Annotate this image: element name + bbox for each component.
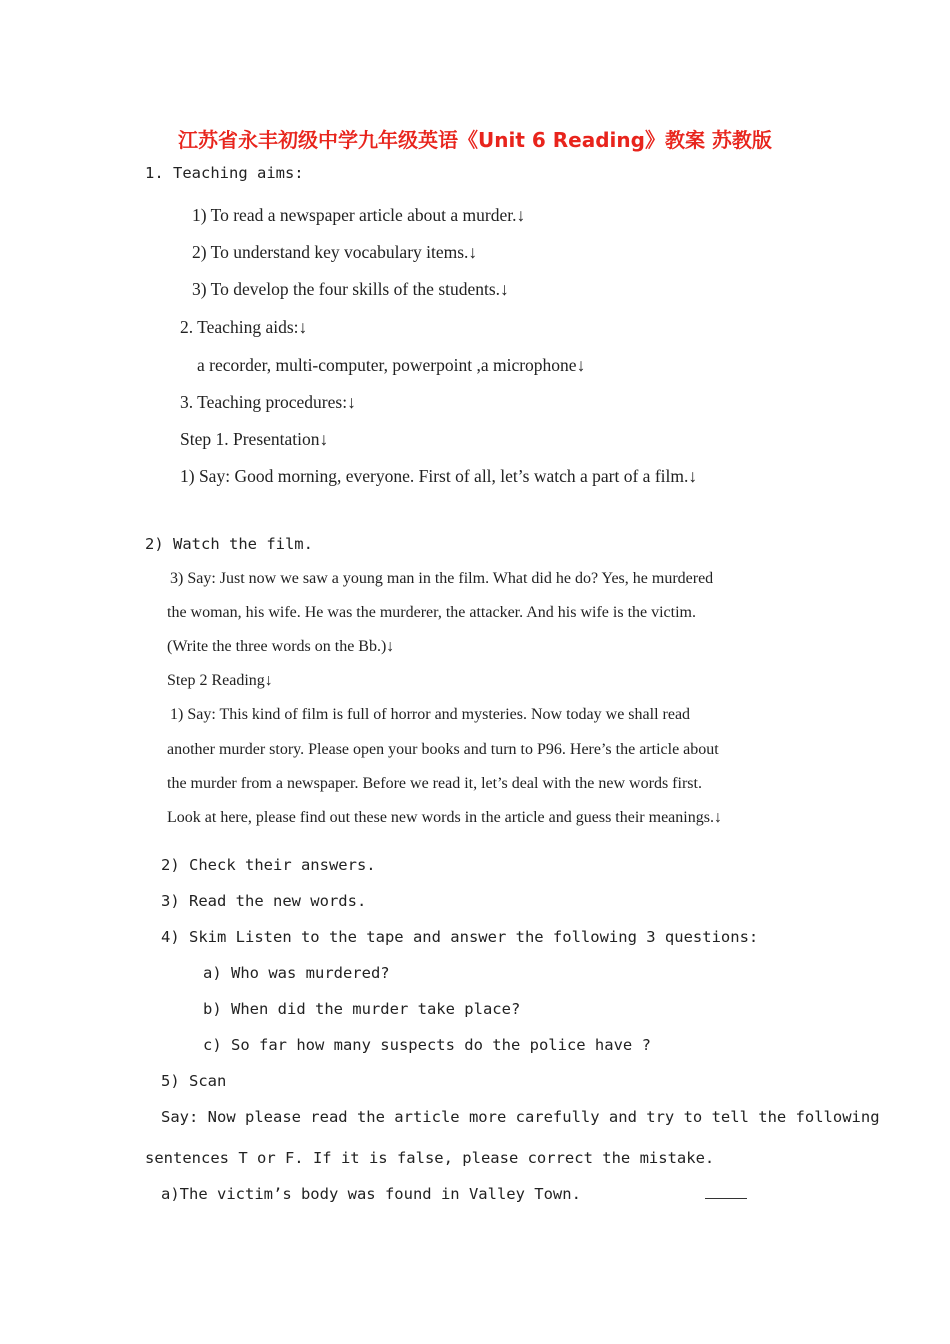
aids-line: a recorder, multi-computer, powerpoint ,a microphone↓ — [197, 355, 586, 375]
step-item: 3) Read the new words. — [161, 892, 367, 910]
step-item: 4) Skim Listen to the tape and answer the following 3 questions: — [161, 928, 759, 946]
step-item-continuation: (Write the three words on the Bb.)↓ — [167, 638, 395, 655]
step-item: 2) Check their answers. — [161, 856, 376, 874]
true-false-item: a)The victim’s body was found in Valley Town. — [161, 1185, 581, 1203]
step-item: 1) Say: Good morning, everyone. First of all, let’s watch a part of a film.↓ — [180, 466, 698, 486]
question-item: b) When did the murder take place? — [203, 1000, 521, 1018]
procedures-heading: 3. Teaching procedures:↓ — [180, 392, 356, 412]
scan-instruction-continuation: sentences T or F. If it is false, please correct the mistake. — [145, 1149, 715, 1167]
step-heading: Step 1. Presentation↓ — [180, 429, 329, 449]
aim-item: 3) To develop the four skills of the students.↓ — [192, 279, 509, 299]
aim-item: 2) To understand key vocabulary items.↓ — [192, 242, 478, 262]
aims-heading: 1. Teaching aims: — [145, 164, 304, 182]
step-item: 2) Watch the film. — [145, 535, 313, 553]
reading-paragraph-line: Look at here, please find out these new words in the article and guess their meanings.↓ — [167, 809, 722, 826]
question-item: a) Who was murdered? — [203, 964, 390, 982]
step-item: 5) Scan — [161, 1072, 227, 1090]
aim-item: 1) To read a newspaper article about a murder.↓ — [192, 205, 526, 225]
reading-paragraph-line: another murder story. Please open your books and turn to P96. Here’s the article about — [167, 741, 719, 758]
step-item-continuation: the woman, his wife. He was the murderer, the attacker. And his wife is the victim. — [167, 604, 696, 621]
step-heading: Step 2 Reading↓ — [167, 672, 273, 689]
aids-heading: 2. Teaching aids:↓ — [180, 317, 308, 337]
step-item: 3) Say: Just now we saw a young man in the film. What did he do? Yes, he murdered — [170, 570, 714, 587]
question-item: c) So far how many suspects do the police have ? — [203, 1036, 651, 1054]
reading-paragraph-line: 1) Say: This kind of film is full of horror and mysteries. Now today we shall read — [170, 706, 691, 723]
answer-blank — [705, 1198, 747, 1199]
reading-paragraph-line: the murder from a newspaper. Before we read it, let’s deal with the new words first. — [167, 775, 702, 792]
page-title: 江苏省永丰初级中学九年级英语《Unit 6 Reading》教案 苏教版 — [178, 128, 772, 152]
scan-instruction: Say: Now please read the article more carefully and try to tell the following — [161, 1108, 880, 1126]
